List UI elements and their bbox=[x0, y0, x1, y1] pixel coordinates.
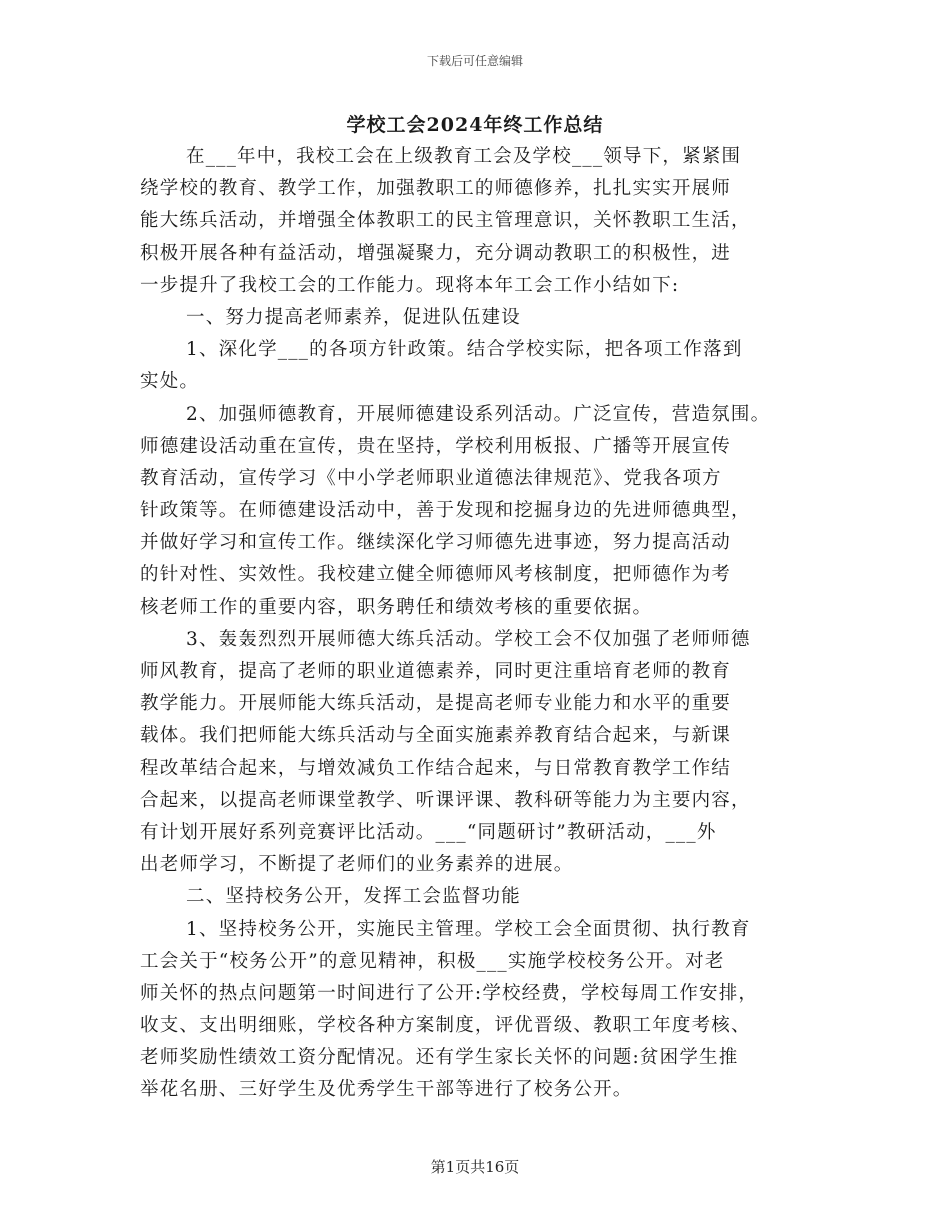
text-line: 工会关于“校务公开”的意见精神，积极___实施学校校务公开。对老 bbox=[140, 950, 725, 972]
text-line: 二、坚持校务公开，发挥工会监督功能 bbox=[186, 886, 521, 908]
text-line: 1、坚持校务公开，实施民主管理。学校工会全面贯彻、执行教育 bbox=[186, 918, 751, 940]
text-line: 教育活动，宣传学习《中小学老师职业道德法律规范》、党我各项方 bbox=[140, 467, 722, 489]
text-line: 能大练兵活动，并增强全体教职工的民主管理意识，关怀教职工生活， bbox=[140, 210, 751, 232]
document-body bbox=[140, 141, 830, 1107]
text-line: 收支、支出明细账，学校各种方案制度，评优晋级、教职工年度考核、 bbox=[140, 1015, 751, 1037]
document-title: 学校工会2024年终工作总结 bbox=[346, 114, 604, 136]
text-line: 绕学校的教育、教学工作，加强教职工的师德修养，扎扎实实开展师 bbox=[140, 178, 732, 200]
text-line: 教学能力。开展师能大练兵活动，是提高老师专业能力和水平的重要 bbox=[140, 693, 732, 715]
page-number: 第1页共16页 bbox=[430, 1158, 520, 1176]
text-line: 针政策等。在师德建设活动中，善于发现和挖掘身边的先进师德典型， bbox=[140, 500, 751, 522]
text-line: 的针对性、实效性。我校建立健全师德师风考核制度，把师德作为考 bbox=[140, 564, 732, 586]
text-line: 实处。 bbox=[140, 371, 200, 393]
text-line: 载体。我们把师能大练兵活动与全面实施素养教育结合起来，与新课 bbox=[140, 725, 732, 747]
text-line: 核老师工作的重要内容，职务聘任和绩效考核的重要依据。 bbox=[140, 596, 653, 618]
text-line: 并做好学习和宣传工作。继续深化学习师德先进事迹，努力提高活动 bbox=[140, 532, 732, 554]
text-line: 在___年中，我校工会在上级教育工会及学校___领导下，紧紧围 bbox=[186, 146, 742, 167]
text-line: 老师奖励性绩效工资分配情况。还有学生家长关怀的问题:贫困学生推 bbox=[140, 1047, 739, 1069]
text-line: 师风教育，提高了老师的职业道德素养，同时更注重培育老师的教育 bbox=[140, 661, 732, 682]
text-line: 一、努力提高老师素养，促进队伍建设 bbox=[186, 306, 521, 328]
header-note: 下载后可任意编辑 bbox=[426, 54, 523, 68]
text-line: 一步提升了我校工会的工作能力。现将本年工会工作小结如下: bbox=[140, 274, 680, 296]
text-line: 举花名册、三好学生及优秀学生干部等进行了校务公开。 bbox=[140, 1079, 633, 1101]
text-line: 出老师学习，不断提了老师们的业务素养的进展。 bbox=[140, 854, 574, 876]
text-line: 程改革结合起来，与增效减负工作结合起来，与日常教育教学工作结 bbox=[140, 757, 732, 779]
text-line: 2、加强师德教育，开展师德建设系列活动。广泛宣传，营造氛围。 bbox=[186, 403, 771, 425]
text-line: 师关怀的热点问题第一时间进行了公开:学校经费，学校每周工作安排， bbox=[140, 982, 759, 1004]
text-line: 3、轰轰烈烈开展师德大练兵活动。学校工会不仅加强了老师师德 bbox=[186, 628, 751, 650]
text-line: 积极开展各种有益活动，增强凝聚力，充分调动教职工的积极性，进 bbox=[140, 242, 732, 264]
text-line: 合起来，以提高老师课堂教学、听课评课、教科研等能力为主要内容， bbox=[140, 789, 751, 811]
text-line: 1、深化学___的各项方针政策。结合学校实际，把各项工作落到 bbox=[186, 339, 743, 361]
text-line: 师德建设活动重在宣传，贵在坚持，学校利用板报、广播等开展宣传 bbox=[140, 435, 732, 457]
text-line: 有计划开展好系列竞赛评比活动。___“同题研讨”教研活动，___外 bbox=[140, 821, 717, 843]
